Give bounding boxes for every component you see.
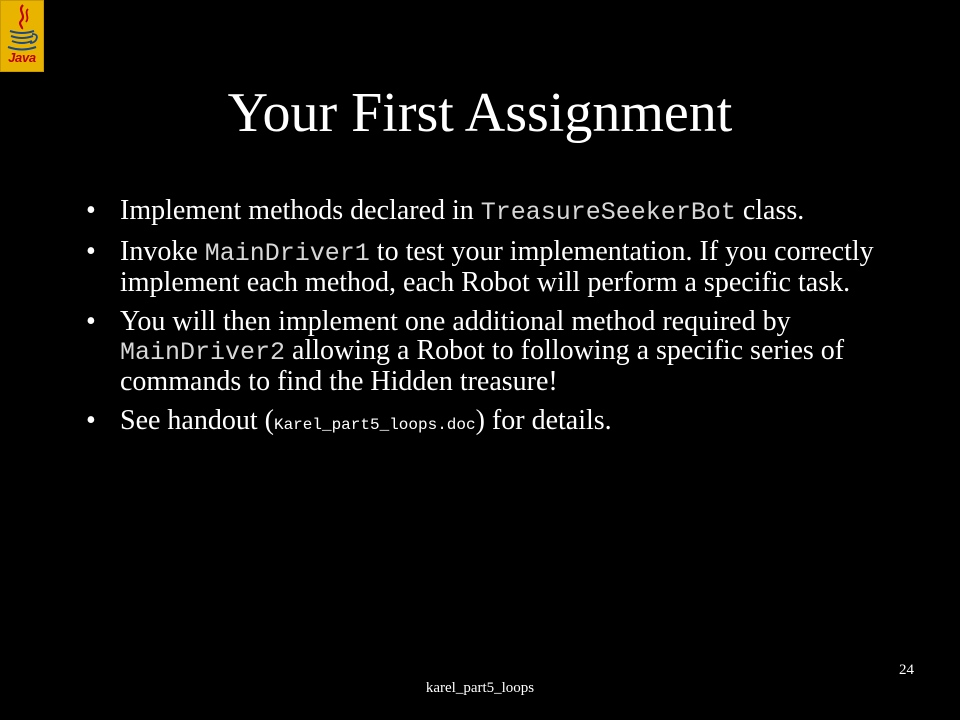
bullet-text: class.: [735, 195, 805, 226]
code-text: MainDriver2: [120, 338, 286, 367]
code-text: Karel_part5_loops.doc: [273, 416, 476, 434]
slide-title: Your First Assignment: [227, 82, 733, 144]
logo-text: Java: [8, 50, 36, 65]
bullet-text: Implement methods declared in: [120, 195, 481, 226]
bullet-dot-icon: •: [86, 306, 96, 337]
bullet-item: [80, 406, 880, 440]
page-number: 24: [899, 662, 914, 678]
bullet-text: You will then implement one additional method required by: [120, 306, 791, 337]
bullet-item: [80, 196, 880, 227]
code-text: MainDriver1: [204, 239, 370, 268]
bullet-list: [80, 196, 880, 450]
java-logo-icon: [0, 0, 44, 72]
slide-footer: karel_part5_loops: [425, 680, 535, 696]
bullet-text: ) for details.: [475, 405, 612, 436]
bullet-text: Invoke: [120, 236, 205, 267]
bullet-dot-icon: •: [86, 405, 96, 436]
bullet-dot-icon: •: [86, 195, 96, 226]
bullet-text: to test your implementation. If you correctly implement each method, each Robot will perform a specific task.: [120, 236, 874, 298]
bullet-text: allowing a Robot to following a specific series of commands to find the Hidden treasure!: [120, 335, 845, 397]
bullet-dot-icon: •: [86, 236, 96, 267]
bullet-item: [80, 307, 880, 396]
coffee-cup-icon: [1, 1, 43, 53]
bullet-text: See handout (: [120, 405, 274, 436]
code-text: TreasureSeekerBot: [480, 198, 736, 227]
bullet-item: [80, 237, 880, 297]
